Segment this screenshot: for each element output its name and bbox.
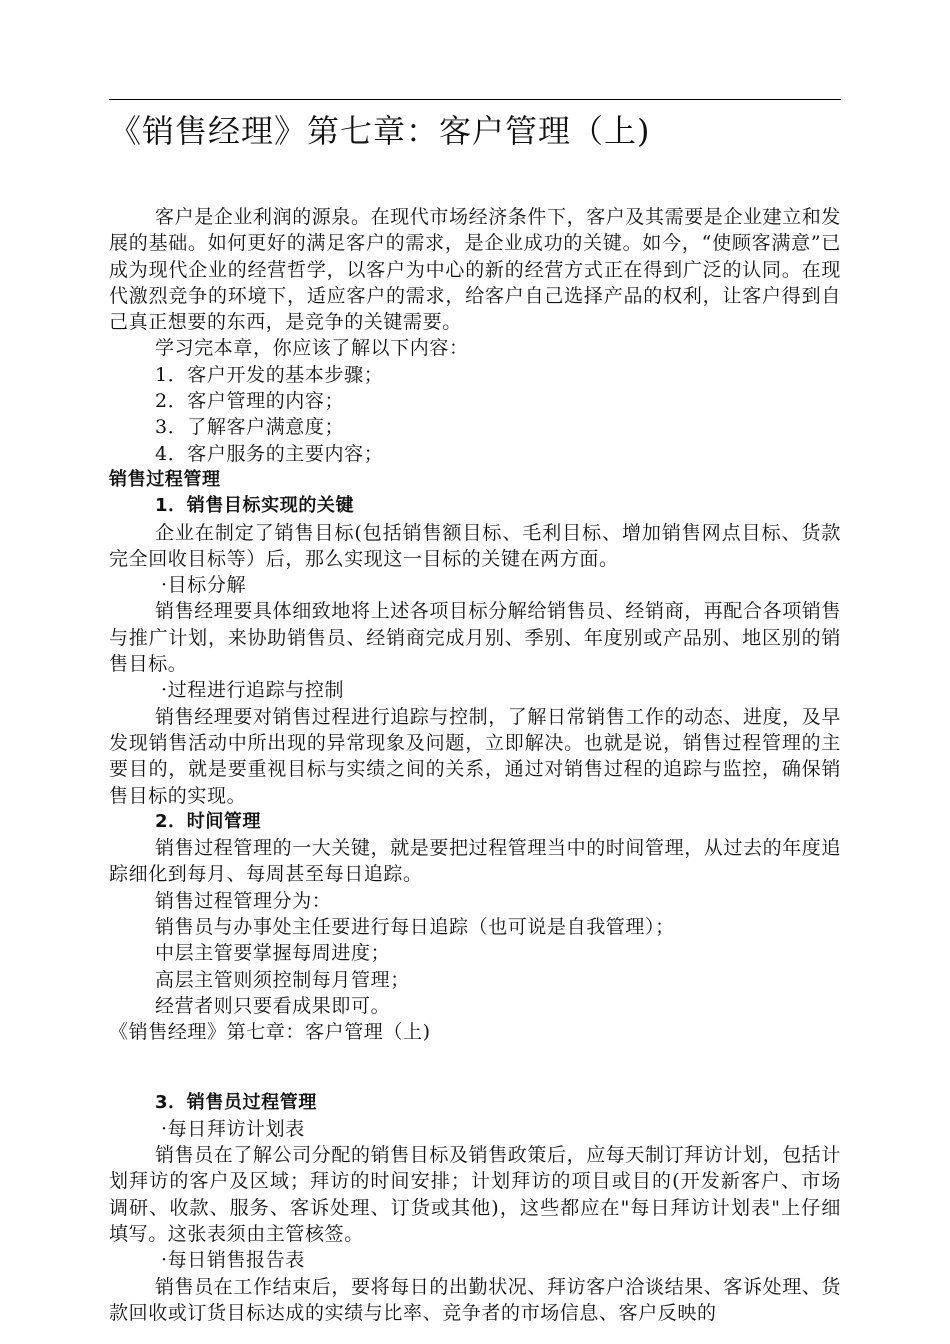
subsection-heading: 2．时间管理 (155, 810, 262, 832)
bullet-item: ·每日拜访计划表 (161, 1117, 305, 1140)
document-body (109, 204, 841, 1326)
running-title: 《销售经理》第七章：客户管理（上) (109, 1021, 431, 1044)
list-line: 销售员与办事处主任要进行每日追踪（也可说是自我管理）； (155, 916, 675, 939)
bullet-item: ·过程进行追踪与控制 (161, 679, 345, 702)
subsection-heading: 3．销售员过程管理 (155, 1091, 317, 1113)
spacer (109, 1046, 841, 1090)
intro-list-item: 3．了解客户满意度； (155, 416, 345, 439)
list-line: 高层主管则须控制每月管理； (155, 968, 410, 991)
paragraph: 销售员在了解公司分配的销售目标及销售政策后，应每天制订拜访计划，包括计划拜访的客户及区域；拜访的时间安排；计划拜访的项目或目的(开发新客户、市场调研、收款、服务、客诉处理、订货或其他)，这些都应在"每日拜访计划表"上仔细填写。这张表须由主管核签。 (109, 1144, 842, 1245)
intro-list-item: 2．客户管理的内容； (155, 390, 345, 413)
paragraph: 销售过程管理的一大关键，就是要把过程管理当中的时间管理，从过去的年度追踪细化到每月、每周甚至每日追踪。 (109, 837, 842, 886)
paragraph: 销售经理要对销售过程进行追踪与控制，了解日常销售工作的动态、进度，及早发现销售活动中所出现的异常现象及问题，立即解决。也就是说，销售过程管理的主要目的，就是要重视目标与实绩之间的关系，通过对销售过程的追踪与监控，确保销售目标的实现。 (109, 705, 842, 807)
page-title: 《销售经理》第七章：客户管理（上) (109, 112, 651, 150)
paragraph: 销售经理要具体细致地将上述各项目标分解给销售员、经销商，再配合各项销售与推广计划，来协助销售员、经销商完成月别、季别、年度别或产品别、地区别的销售目标。 (109, 600, 842, 676)
intro-list-item: 4．客户服务的主要内容； (155, 442, 384, 465)
bullet-item: ·每日销售报告表 (161, 1249, 305, 1272)
intro-paragraph: 客户是企业利润的源泉。在现代市场经济条件下，客户及其需要是企业建立和发展的基础。如何更好的满足客户的需求，是企业成功的关键。如今，“使顾客满意”已成为现代企业的经营哲学，以客户为中心的新的经营方式正在得到广泛的认同。在现代激烈竞争的环境下，适应客户的需求，给客户自己选择产品的权利，让客户得到自己真正想要的东西，是竞争的关键需要。 (109, 206, 842, 334)
paragraph: 销售过程管理分为： (155, 889, 332, 912)
intro-learning-lead: 学习完本章，你应该了解以下内容： (155, 337, 469, 360)
header-rule (109, 99, 841, 100)
list-line: 中层主管要掌握每周进度； (155, 942, 391, 965)
paragraph: 销售员在工作结束后，要将每日的出勤状况、拜访客户洽谈结果、客诉处理、货款回收或订货目标达成的实绩与比率、竞争者的市场信息、客户反映的 (109, 1275, 842, 1324)
paragraph: 企业在制定了销售目标(包括销售额目标、毛利目标、增加销售网点目标、货款完全回收目标等）后，那么实现这一目标的关键在两方面。 (109, 521, 841, 570)
subsection-heading: 1．销售目标实现的关键 (155, 495, 355, 517)
intro-list-item: 1．客户开发的基本步骤； (155, 363, 384, 386)
list-line: 经营者则只要看成果即可。 (155, 994, 391, 1017)
bullet-item: ·目标分解 (161, 574, 247, 597)
section-heading: 销售过程管理 (109, 468, 221, 490)
